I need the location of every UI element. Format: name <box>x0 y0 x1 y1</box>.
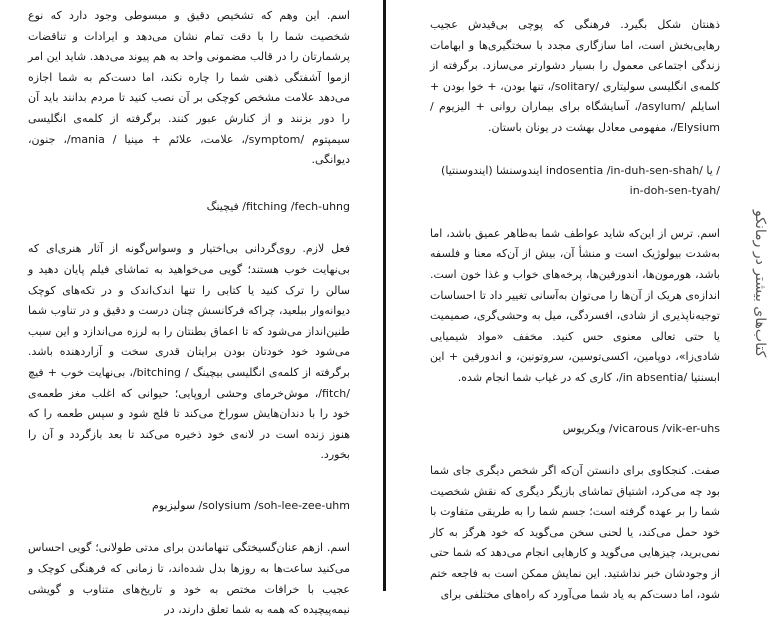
entry-headword: ایندوسنشا (ایندوسنتیا) indosentia /in-duh-sen-shah/ یا / in-doh-sen-tyah/ <box>441 163 720 198</box>
definition-paragraph: صفت. کنجکاوی برای دانستن آن‌که اگر شخص دیگری جای شما بود چه می‌کرد، اشتیاق تماشای بازیگر دیگری که نقش شخصیت شما را بر عهده گرفته است؛ جسم شما را به طریقی متفاوت با خود حمل می‌کند، یا لحنی سخن می‌گوید که خود هرگز به کار نمی‌برید، چیزهایی می‌گوید و کارهایی انجام می‌دهد که شما حتی از وجودشان خبر نداشتید. این نمایش ممکن است به فاجعه ختم شود، اما دست‌کم به یاد شما می‌آورد که راه‌های مختلفی برای <box>430 464 720 601</box>
entry-headword: سولیزیوم /solysium /soh-lee-zee-uhm <box>151 498 350 512</box>
definition-paragraph: اسم. ترس از این‌که شاید عواطف شما به‌ظاهر عمیق باشد، اما به‌شدت بیولوژیک است و منشأ آن، بیش از آن‌که معنا و فلسفه باشد، هورمون‌ها، اندورفین‌ها، پرخه‌های خواب و غذا خون است. اندازه‌ی هریک از آن‌ها را می‌توان به‌آسانی تغییر داد تا احساسات توجیه‌ناپذیری از شادی، افسردگی، میل به وحشی‌گری، صمیمیت یا حتی تعالی معنوی حس کنید. مخفف «مواد شیمیایی شادی‌زا»، دوپامین، اکسی‌توسین، سروتونین، و اندورفین + این ابسنتیا /in absentia/، کاری که در غیاب شما انجام شده. <box>430 226 720 384</box>
definition-paragraph: فعل لازم. روی‌گردانی بی‌اختیار و وسواس‌گونه از آثار هنری‌ای که بی‌نهایت خوب هستند؛ گویی می‌خواهید به تماشای فیلم پایان دهید و سالن را ترک کنید یا کتابی را تنها اندک‌اندک و در تکه‌های کوچک دیوانه‌وار ببلعید، چراکه فرکانسش چنان درست و دقیق و در تناوب شما طنین‌انداز می‌شود که تا اعماق بطنتان را به لرزه می‌اندازد و این سبب می‌شود خود خودتان بودن برایتان قدری سخت و آزاردهنده باشد. برگرفته از کلمه‌ی انگلیسی بیچینگ / bitching/، بی‌نهایت خوب + فیچ /fitch/، موش‌خرمای وحشی اروپایی؛ حیوانی که اغلب مغز طعمه‌ی خود را با دندان‌هایش سوراخ می‌کند تا فلج شود و سپس طعمه را که هنوز زنده است در لانه‌ی خود ذخیره می‌کند تا بعد بازگردد و آن را بخورد. <box>28 242 350 462</box>
left-page <box>0 0 384 617</box>
definition-paragraph: اسم. ازهم عنان‌گسیختگی تنهاماندن برای مدتی طولانی؛ گویی احساس می‌کنید ساعت‌ها به روزها بدل شده‌اند، تا زمانی که فرهنگی کوچک و عجیب با خرافات مختص به خود و تاریخ‌های متناوب و گویشی نیمه‌پیچیده که همه به شما تعلق دارند، در <box>28 541 350 617</box>
watermark-title: کتاب‌های بیشتر در رمانکو <box>752 210 768 358</box>
entry-headword: ویکریوس /vicarous /vik-er-uhs <box>562 421 720 435</box>
entry-headword: فیچینگ /fitching /fech-uhng <box>206 199 350 213</box>
definition-paragraph: ذهنتان شکل بگیرد. فرهنگی که پوچی بی‌قیدش عجیب رهایی‌بخش است، اما سازگاری مجدد با سختگیری‌ها و ابهامات زندگی اجتماعی معمول را بسیار دشوارتر می‌سازد. برگرفته از کلمه‌ی انگلیسی سولیتاری /solitary/، تنها بودن، + خوا بودن + اسایلم /asylum/، آسایشگاه برای بیماران روانی + الیزیوم / Elysium/، مفهومی معادل بهشت در یونان باستان. <box>430 18 720 134</box>
left-column <box>28 6 350 621</box>
definition-paragraph: اسم. این وهم که تشخیص دقیق و مبسوطی وجود دارد که نوع شخصیت شما را با دقت تمام نشان می‌دهد و ایرادات و تناقضات پرشمارتان را در قالب مضمونی واحد به هم پیوند می‌دهد. شاید این امر ازموا آشفتگی ذهنی شما را چاره نکند، اما دست‌کم به شما اجازه می‌دهد علامت مشخص کوچکی بر آن نصب کنید تا مردم بدانند باید آن را دور بزنند و از کنارش عبور کنند. برگرفته از کلمه‌ی انگلیسی سیمپتوم /symptom/، علامت، علائم + مینیا / mania/، جنون، دیوانگی. <box>28 9 350 167</box>
right-column <box>430 15 720 605</box>
right-page <box>386 0 768 601</box>
